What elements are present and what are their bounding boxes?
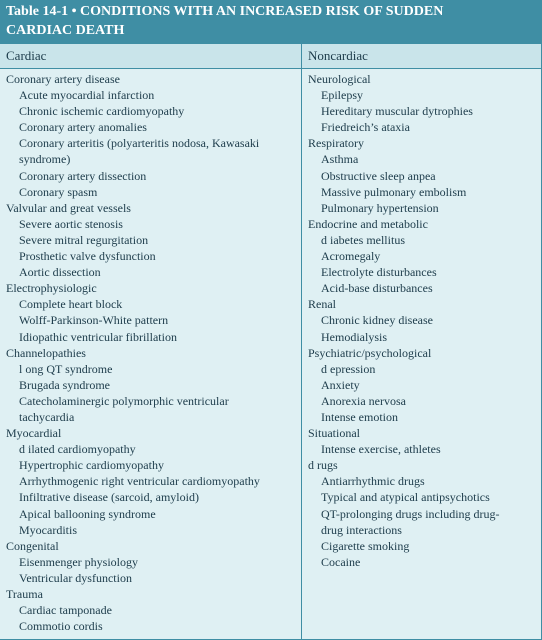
table-body <box>0 69 541 640</box>
condition-item: Coronary artery dissection <box>19 168 147 183</box>
noncardiac-column <box>302 69 541 640</box>
category-heading: d rugs <box>308 458 338 473</box>
condition-item: l ong QT syndrome <box>19 361 113 376</box>
condition-item: Massive pulmonary embolism <box>321 184 467 199</box>
condition-item: syndrome) <box>19 152 71 167</box>
category-heading: Coronary artery disease <box>6 72 120 86</box>
condition-item: Typical and atypical antipsychotics <box>321 490 490 505</box>
category-heading: Congenital <box>6 538 59 553</box>
condition-item: Cardiac tamponade <box>19 603 112 618</box>
condition-item: Antiarrhythmic drugs <box>321 474 425 489</box>
table-title-line-2: CARDIAC DEATH <box>6 23 125 38</box>
condition-item: drug interactions <box>321 522 402 537</box>
condition-item: Hemodialysis <box>321 329 387 344</box>
condition-item: Brugada syndrome <box>19 377 110 392</box>
condition-item: d iabetes mellitus <box>321 232 405 247</box>
condition-item: tachycardia <box>19 409 75 424</box>
category-heading: Situational <box>308 426 360 441</box>
condition-item: Commotio cordis <box>19 619 103 634</box>
condition-item: Pulmonary hypertension <box>321 200 439 215</box>
condition-item: Anxiety <box>321 377 360 392</box>
condition-item: d ilated cardiomyopathy <box>19 442 136 457</box>
condition-item: Ventricular dysfunction <box>19 570 132 585</box>
cardiac-column <box>0 69 302 640</box>
condition-item: Aortic dissection <box>19 265 101 280</box>
condition-item: d epression <box>321 361 376 376</box>
condition-item: Apical ballooning syndrome <box>19 506 156 521</box>
condition-item: Coronary arteritis (polyarteritis nodosa, Kawasaki <box>19 136 260 151</box>
condition-item: Idiopathic ventricular fibrillation <box>19 329 177 344</box>
condition-item: Acute myocardial infarction <box>19 88 155 103</box>
condition-item: Obstructive sleep anpea <box>321 168 436 183</box>
condition-item: Catecholaminergic polymorphic ventricular <box>19 393 229 408</box>
column-headers <box>0 44 541 69</box>
condition-item: Epilepsy <box>321 88 363 103</box>
category-heading: Electrophysiologic <box>6 281 97 296</box>
category-heading: Channelopathies <box>6 345 86 360</box>
condition-item: Prosthetic valve dysfunction <box>19 249 156 264</box>
category-heading: Neurological <box>308 72 371 86</box>
condition-item: Friedreich’s ataxia <box>321 120 410 135</box>
condition-item: Cigarette smoking <box>321 538 410 553</box>
category-heading: Psychiatric/psychological <box>308 345 432 360</box>
category-heading: Trauma <box>6 587 43 601</box>
condition-item: Anorexia nervosa <box>321 393 406 408</box>
condition-item: Asthma <box>321 152 359 167</box>
condition-item: Hereditary muscular dytrophies <box>321 104 473 119</box>
condition-item: Wolff-Parkinson-White pattern <box>19 313 169 328</box>
condition-item: Coronary spasm <box>19 184 98 199</box>
condition-item: Intense emotion <box>321 409 398 424</box>
condition-item: Intense exercise, athletes <box>321 442 441 457</box>
condition-item: Electrolyte disturbances <box>321 265 437 280</box>
header-cardiac: Cardiac <box>0 44 302 68</box>
condition-item: Myocarditis <box>19 522 77 537</box>
condition-item: Severe aortic stenosis <box>19 216 123 231</box>
condition-item: Acromegaly <box>321 249 381 264</box>
condition-item: Cocaine <box>321 554 361 569</box>
condition-item: Hypertrophic cardiomyopathy <box>19 458 164 473</box>
condition-item: Infiltrative disease (sarcoid, amyloid) <box>19 490 199 505</box>
condition-item: Coronary artery anomalies <box>19 120 147 135</box>
condition-item: Acid-base disturbances <box>321 281 433 296</box>
table-title-line-1: Table 14-1 • CONDITIONS WITH AN INCREASED RISK OF SUDDEN <box>6 4 444 19</box>
condition-item: Complete heart block <box>19 297 123 312</box>
category-heading: Valvular and great vessels <box>6 200 131 215</box>
table-title <box>0 0 541 44</box>
category-heading: Respiratory <box>308 136 364 151</box>
category-heading: Endocrine and metabolic <box>308 216 428 231</box>
condition-item: Severe mitral regurgitation <box>19 232 149 247</box>
category-heading: Renal <box>308 297 336 312</box>
condition-item: Chronic kidney disease <box>321 313 433 328</box>
condition-item: QT-prolonging drugs including drug- <box>321 506 500 521</box>
category-heading: Myocardial <box>6 426 62 441</box>
condition-item: Eisenmenger physiology <box>19 554 138 569</box>
condition-item: Arrhythmogenic right ventricular cardiomyopathy <box>19 474 260 489</box>
condition-item: Chronic ischemic cardiomyopathy <box>19 104 185 119</box>
header-noncardiac: Noncardiac <box>308 48 368 63</box>
